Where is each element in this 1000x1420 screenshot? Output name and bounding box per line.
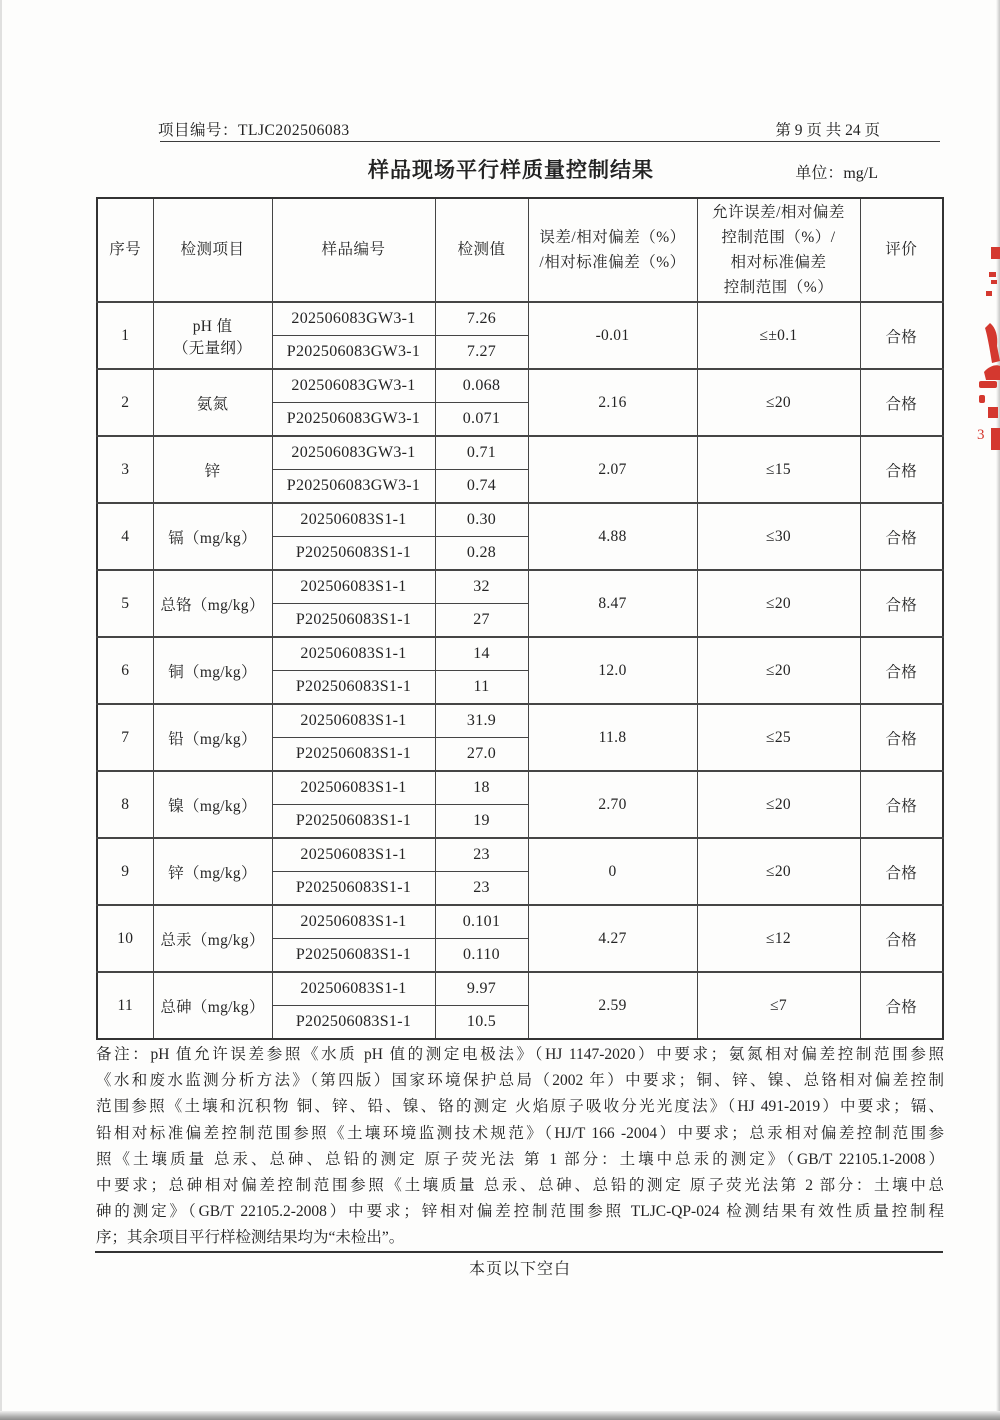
- col-header-item: 检测项目: [153, 198, 272, 302]
- cell-sample-id: 202506083GW3-1: [272, 369, 435, 403]
- cell-measured-value: 19: [435, 805, 528, 839]
- cell-evaluation: 合格: [860, 637, 943, 704]
- cell-measured-value: 31.9: [435, 704, 528, 738]
- qc-results-table-wrap: [96, 197, 944, 1040]
- cell-measured-value: 23: [435, 838, 528, 872]
- cell-deviation: 2.16: [528, 369, 697, 436]
- result-row: [97, 302, 943, 336]
- col-header-limit-line: 允许误差/相对偏差: [712, 203, 845, 221]
- cell-test-item: [153, 905, 272, 972]
- cell-test-item: [153, 838, 272, 905]
- test-item-line: 铅（mg/kg）: [168, 730, 257, 748]
- test-item-line: 铜（mg/kg）: [168, 663, 257, 681]
- result-row: [97, 905, 943, 939]
- cell-sample-id: 202506083S1-1: [272, 771, 435, 805]
- cell-sample-id: 202506083S1-1: [272, 570, 435, 604]
- test-item-line: 镍（mg/kg）: [168, 797, 257, 815]
- cell-sample-id: P202506083S1-1: [272, 872, 435, 906]
- cell-measured-value: 27.0: [435, 738, 528, 772]
- cell-row-number: 7: [97, 704, 153, 771]
- red-stamp-fragments: [970, 240, 1000, 455]
- test-item-line: 总砷（mg/kg）: [160, 998, 265, 1016]
- cell-sample-id: P202506083GW3-1: [272, 403, 435, 437]
- table-header-row: [97, 198, 943, 302]
- cell-measured-value: 7.26: [435, 302, 528, 336]
- col-header-limit-line: 相对标准偏差: [730, 254, 827, 271]
- cell-measured-value: 11: [435, 671, 528, 705]
- cell-row-number: 4: [97, 503, 153, 570]
- note-line: 序；其余项目平行样检测结果均为“未检出”。: [96, 1229, 405, 1247]
- cell-measured-value: 23: [435, 872, 528, 906]
- col-header-sample: 样品编号: [272, 198, 435, 302]
- note-line: 《水和废水监测分析方法》（第四版）国家环境保护总局（2002 年）中要求；铜、锌、镍、总铬相对偏差控制: [96, 1072, 944, 1090]
- cell-test-item: [153, 436, 272, 503]
- cell-measured-value: 10.5: [435, 1006, 528, 1040]
- cell-test-item: [153, 771, 272, 838]
- test-item-line: 氨氮: [196, 395, 229, 413]
- cell-allowed-range: ≤15: [697, 436, 860, 503]
- col-header-no: 序号: [97, 198, 153, 302]
- cell-evaluation: 合格: [860, 704, 943, 771]
- cell-test-item: [153, 570, 272, 637]
- cell-measured-value: 0.71: [435, 436, 528, 470]
- cell-test-item: [153, 637, 272, 704]
- note-line: 中要求；总砷相对偏差控制范围参照《土壤质量 总汞、总砷、总铅的测定 原子荧光法第 2 部分：土壤中总: [96, 1177, 944, 1195]
- header-underline: [160, 141, 940, 142]
- cell-sample-id: P202506083S1-1: [272, 604, 435, 638]
- cell-allowed-range: ≤20: [697, 771, 860, 838]
- cell-evaluation: 合格: [860, 436, 943, 503]
- cell-sample-id: 202506083GW3-1: [272, 436, 435, 470]
- result-row: [97, 436, 943, 470]
- cell-evaluation: 合格: [860, 570, 943, 637]
- cell-allowed-range: ≤12: [697, 905, 860, 972]
- cell-measured-value: 9.97: [435, 972, 528, 1006]
- notes-block: [96, 1042, 944, 1252]
- cell-row-number: 6: [97, 637, 153, 704]
- cell-row-number: 1: [97, 302, 153, 369]
- cell-allowed-range: ≤30: [697, 503, 860, 570]
- cell-deviation: 4.88: [528, 503, 697, 570]
- result-row: [97, 972, 943, 1006]
- cell-evaluation: 合格: [860, 369, 943, 436]
- cell-deviation: 2.70: [528, 771, 697, 838]
- cell-sample-id: 202506083GW3-1: [272, 302, 435, 336]
- cell-test-item: [153, 369, 272, 436]
- cell-test-item: [153, 704, 272, 771]
- result-row: [97, 503, 943, 537]
- cell-sample-id: P202506083S1-1: [272, 537, 435, 571]
- cell-deviation: 0: [528, 838, 697, 905]
- cell-sample-id: P202506083S1-1: [272, 1006, 435, 1040]
- result-row: [97, 771, 943, 805]
- col-header-deviation-line: /相对标准偏差（%）: [539, 254, 686, 271]
- cell-evaluation: 合格: [860, 771, 943, 838]
- note-line: 砷的测定》（GB/T 22105.2-2008）中要求；锌相对偏差控制范围参照 TLJC-QP-024 检测结果有效性质量控制程: [96, 1203, 944, 1221]
- test-item-line: 锌（mg/kg）: [168, 864, 257, 882]
- cell-row-number: 11: [97, 972, 153, 1039]
- cell-sample-id: P202506083S1-1: [272, 738, 435, 772]
- cell-evaluation: 合格: [860, 302, 943, 369]
- result-row: [97, 637, 943, 671]
- cell-sample-id: 202506083S1-1: [272, 637, 435, 671]
- cell-measured-value: 27: [435, 604, 528, 638]
- svg-text:3: 3: [977, 427, 985, 443]
- scan-edge-left: [0, 0, 2, 1420]
- cell-allowed-range: ≤20: [697, 838, 860, 905]
- cell-measured-value: 14: [435, 637, 528, 671]
- note-line: 铅相对标准偏差控制范围参照《土壤环境监测技术规范》（HJ/T 166 -2004）中要求；总汞相对偏差控制范围参: [96, 1124, 944, 1142]
- project-number-label: 项目编号：: [158, 122, 239, 139]
- cell-deviation: 8.47: [528, 570, 697, 637]
- cell-evaluation: 合格: [860, 838, 943, 905]
- unit-label: 单位：mg/L: [795, 165, 878, 182]
- note-line: 范围参照《土壤和沉积物 铜、锌、铅、镍、铬的测定 火焰原子吸收分光光度法》（HJ 491-2019）中要求；镉、: [96, 1098, 944, 1116]
- cell-measured-value: 7.27: [435, 336, 528, 370]
- test-item-line: 总汞（mg/kg）: [160, 931, 265, 949]
- blank-page-note: 本页以下空白: [468, 1261, 571, 1278]
- cell-row-number: 8: [97, 771, 153, 838]
- col-header-evaluation: 评价: [860, 198, 943, 302]
- cell-sample-id: P202506083S1-1: [272, 939, 435, 973]
- cell-row-number: 3: [97, 436, 153, 503]
- cell-measured-value: 0.30: [435, 503, 528, 537]
- cell-allowed-range: ≤20: [697, 369, 860, 436]
- cell-allowed-range: ≤20: [697, 637, 860, 704]
- cell-measured-value: 0.28: [435, 537, 528, 571]
- cell-sample-id: P202506083GW3-1: [272, 336, 435, 370]
- cell-measured-value: 32: [435, 570, 528, 604]
- result-row: [97, 704, 943, 738]
- page-number-indicator: 第 9 页 共 24 页: [775, 122, 880, 139]
- cell-sample-id: P202506083S1-1: [272, 671, 435, 705]
- document-title: 样品现场平行样质量控制结果: [368, 158, 654, 182]
- cell-measured-value: 0.101: [435, 905, 528, 939]
- cell-test-item: [153, 302, 272, 369]
- scan-edge-right: [996, 0, 1000, 1420]
- test-item-line: 镉（mg/kg）: [168, 529, 257, 547]
- project-number-line: [158, 118, 350, 140]
- cell-deviation: 2.59: [528, 972, 697, 1039]
- cell-test-item: [153, 503, 272, 570]
- cell-sample-id: 202506083S1-1: [272, 905, 435, 939]
- col-header-limit: [697, 198, 860, 302]
- cell-sample-id: P202506083S1-1: [272, 805, 435, 839]
- cell-deviation: -0.01: [528, 302, 697, 369]
- cell-allowed-range: ≤±0.1: [697, 302, 860, 369]
- cell-measured-value: 0.068: [435, 369, 528, 403]
- cell-test-item: [153, 972, 272, 1039]
- col-header-limit-line: 控制范围（%）/: [721, 228, 836, 246]
- cell-sample-id: 202506083S1-1: [272, 838, 435, 872]
- cell-measured-value: 18: [435, 771, 528, 805]
- cell-deviation: 2.07: [528, 436, 697, 503]
- col-header-deviation-line: 误差/相对偏差（%）: [539, 228, 686, 246]
- test-item-line: 总铬（mg/kg）: [160, 596, 265, 614]
- cell-evaluation: 合格: [860, 972, 943, 1039]
- cell-measured-value: 0.110: [435, 939, 528, 973]
- cell-row-number: 10: [97, 905, 153, 972]
- qc-results-table: [96, 197, 944, 1040]
- cell-row-number: 2: [97, 369, 153, 436]
- result-row: [97, 838, 943, 872]
- col-header-limit-line: 控制范围（%）: [723, 279, 834, 297]
- cell-measured-value: 0.071: [435, 403, 528, 437]
- cell-evaluation: 合格: [860, 905, 943, 972]
- test-item-line: 锌: [204, 462, 221, 480]
- test-item-line: pH 值: [192, 317, 233, 335]
- bottom-rule: [95, 1251, 943, 1253]
- qc-results-table-body: [97, 302, 943, 1039]
- project-number-value: TLJC202506083: [238, 122, 350, 139]
- cell-allowed-range: ≤7: [697, 972, 860, 1039]
- cell-allowed-range: ≤20: [697, 570, 860, 637]
- result-row: [97, 570, 943, 604]
- cell-evaluation: 合格: [860, 503, 943, 570]
- col-header-value: 检测值: [435, 198, 528, 302]
- cell-measured-value: 0.74: [435, 470, 528, 504]
- cell-sample-id: 202506083S1-1: [272, 704, 435, 738]
- cell-row-number: 9: [97, 838, 153, 905]
- cell-sample-id: 202506083S1-1: [272, 972, 435, 1006]
- note-line: 备注：pH 值允许误差参照《水质 pH 值的测定电极法》（HJ 1147-2020）中要求；氨氮相对偏差控制范围参照: [96, 1046, 944, 1063]
- cell-sample-id: 202506083S1-1: [272, 503, 435, 537]
- scan-edge-bottom: [0, 1411, 1000, 1420]
- cell-deviation: 12.0: [528, 637, 697, 704]
- col-header-deviation: [528, 198, 697, 302]
- cell-row-number: 5: [97, 570, 153, 637]
- result-row: [97, 369, 943, 403]
- cell-deviation: 11.8: [528, 704, 697, 771]
- note-line: 照《土壤质量 总汞、总砷、总铅的测定 原子荧光法 第 1 部分：土壤中总汞的测定》（GB/T 22105.1-2008）: [96, 1150, 944, 1168]
- test-item-line: （无量纲）: [172, 339, 252, 357]
- cell-deviation: 4.27: [528, 905, 697, 972]
- cell-sample-id: P202506083GW3-1: [272, 470, 435, 504]
- cell-allowed-range: ≤25: [697, 704, 860, 771]
